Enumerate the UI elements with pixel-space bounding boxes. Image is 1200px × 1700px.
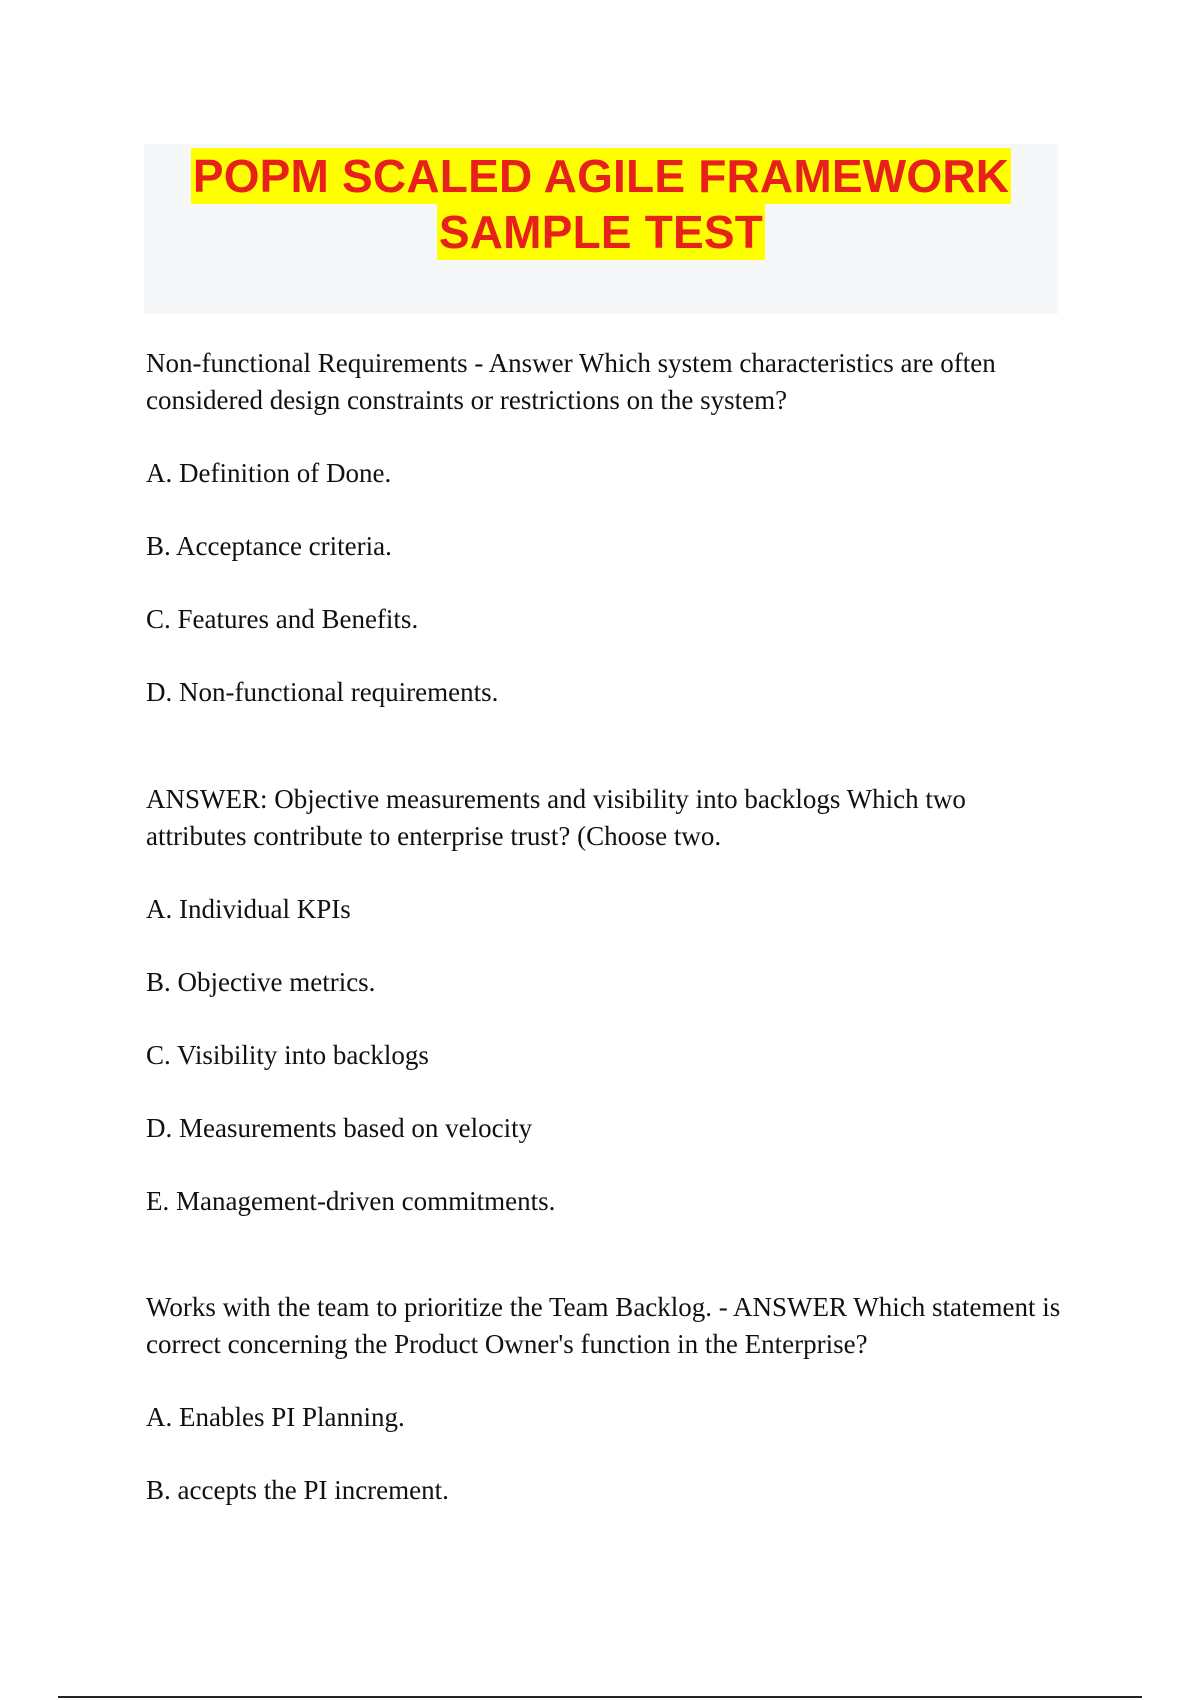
question-1-text: Non-functional Requirements - Answer Which system characteristics are often considered design constraints or restrictions on the system?	[146, 348, 996, 415]
title-block	[144, 144, 1058, 314]
question-2-option-c: C. Visibility into backlogs	[146, 1040, 429, 1070]
question-2-option-b: B. Objective metrics.	[146, 967, 376, 997]
footer-divider	[58, 1696, 1142, 1698]
question-1-option-b: B. Acceptance criteria.	[146, 531, 392, 561]
question-2-options	[146, 891, 555, 1256]
question-3-option-a: A. Enables PI Planning.	[146, 1402, 405, 1432]
question-2-option-d: D. Measurements based on velocity	[146, 1113, 533, 1143]
question-3-options	[146, 1399, 449, 1545]
document-title-line-2: SAMPLE TEST	[438, 206, 764, 258]
question-2-option-e: E. Management-driven commitments.	[146, 1186, 556, 1216]
question-1-option-d: D. Non-functional requirements.	[146, 677, 499, 707]
question-1-option-c: C. Features and Benefits.	[146, 604, 419, 634]
question-3-text: Works with the team to prioritize the Team Backlog. - ANSWER Which statement is correct concerning the Product Owner's function in the Enterprise?	[146, 1292, 1061, 1359]
question-1-options	[146, 455, 498, 747]
question-3-option-b: B. accepts the PI increment.	[146, 1475, 449, 1505]
question-1-option-a: A. Definition of Done.	[146, 458, 392, 488]
document-title-line-1: POPM SCALED AGILE FRAMEWORK	[192, 150, 1010, 202]
question-2-text: ANSWER: Objective measurements and visibility into backlogs Which two attributes contribute to enterprise trust? (Choose two.	[146, 784, 966, 851]
question-2-option-a: A. Individual KPIs	[146, 894, 351, 924]
